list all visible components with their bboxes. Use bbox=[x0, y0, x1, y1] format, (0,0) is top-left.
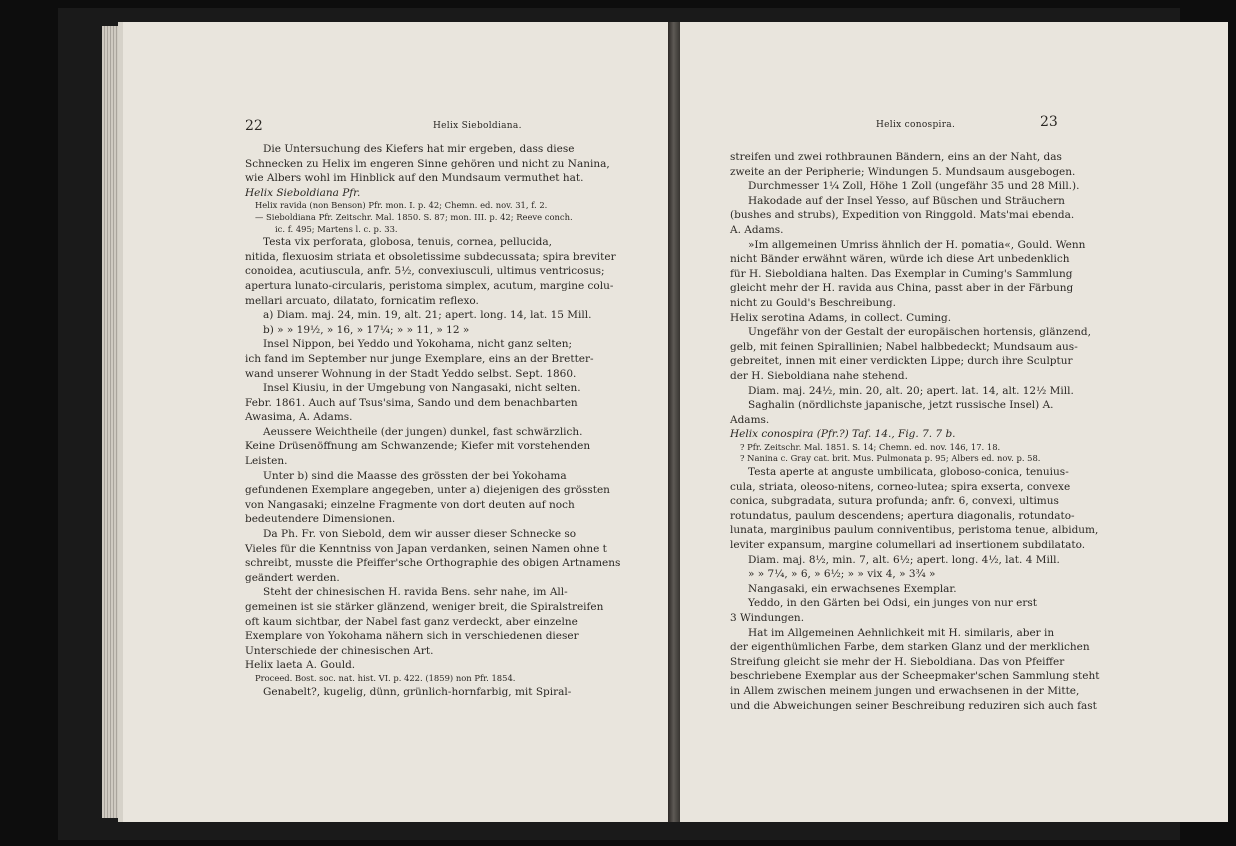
text-line: bedeutendere Dimensionen. bbox=[245, 513, 396, 526]
text-line: Vieles für die Kenntniss von Japan verdanken, seinen Namen ohne t bbox=[245, 542, 607, 555]
text-line: »Im allgemeinen Umriss ähnlich der H. pomatia«, Gould. Wenn bbox=[748, 238, 1086, 251]
text-line: Saghalin (nördlichste japanische, jetzt russische Insel) A. bbox=[748, 399, 1054, 412]
text-line: Adams. bbox=[730, 413, 770, 426]
text-line: gefundenen Exemplare angegeben, unter a) diejenigen des grössten bbox=[245, 484, 610, 497]
text-line: für H. Sieboldiana halten. Das Exemplar in Cuming's Sammlung bbox=[730, 267, 1073, 280]
text-line: der eigenthümlichen Farbe, dem starken Glanz und der merklichen bbox=[730, 641, 1090, 654]
text-line: geändert werden. bbox=[245, 571, 340, 584]
text-line: beschriebene Exemplar aus der Scheepmaker'schen Sammlung steht bbox=[730, 670, 1100, 683]
text-line: (bushes and strubs), Expedition von Ringgold. Mats'mai ebenda. bbox=[730, 209, 1075, 222]
text-line: ic. f. 495; Martens l. c. p. 33. bbox=[275, 223, 398, 234]
text-line: gleicht mehr der H. ravida aus China, passt aber in der Färbung bbox=[730, 282, 1074, 295]
text-line: Helix conospira (Pfr.?) Taf. 14., Fig. 7. 7 b. bbox=[730, 428, 956, 441]
text-line: mellari arcuato, dilatato, fornicatim reflexo. bbox=[245, 294, 479, 307]
text-line: Genabelt?, kugelig, dünn, grünlich-hornfarbig, mit Spiral- bbox=[263, 685, 572, 698]
text-line: Diam. maj. 8½, min. 7, alt. 6½; apert. long. 4½, lat. 4 Mill. bbox=[748, 553, 1060, 566]
text-line: gelb, mit feinen Spirallinien; Nabel halbbedeckt; Mundsaum aus- bbox=[730, 340, 1078, 353]
text-line: rotundatus, paulum descendens; apertura diagonalis, rotundato- bbox=[730, 509, 1075, 522]
text-line: Insel Kiusiu, in der Umgebung von Nangasaki, nicht selten. bbox=[263, 382, 581, 395]
text-line: oft kaum sichtbar, der Nabel fast ganz verdeckt, aber einzelne bbox=[245, 615, 578, 628]
text-line: Schnecken zu Helix im engeren Sinne gehören und nicht zu Nanina, bbox=[245, 157, 610, 170]
text-line: Unter b) sind die Maasse des grössten der bei Yokohama bbox=[263, 469, 567, 482]
text-line: Aeussere Weichtheile (der jungen) dunkel, fast schwärzlich. bbox=[263, 425, 583, 438]
text-line: ich fand im September nur junge Exemplare, eins an der Bretter- bbox=[245, 352, 594, 365]
text-line: Testa vix perforata, globosa, tenuis, cornea, pellucida, bbox=[263, 236, 553, 249]
right-page-number: 23 bbox=[1040, 114, 1058, 130]
left-running-head: Helix Sieboldiana. bbox=[433, 121, 522, 131]
text-line: ? Nanina c. Gray cat. brit. Mus. Pulmonata p. 95; Albers ed. nov. p. 58. bbox=[740, 453, 1041, 464]
text-line: leviter expansum, margine columellari ad insertionem subdilatato. bbox=[730, 539, 1086, 552]
text-line: schreibt, musste die Pfeiffer'sche Orthographie des obigen Artnamens bbox=[245, 557, 621, 570]
text-line: cula, striata, oleoso-nitens, corneo-lutea; spira exserta, convexe bbox=[730, 480, 1071, 493]
text-line: Diam. maj. 24½, min. 20, alt. 20; apert. lat. 14, alt. 12½ Mill. bbox=[748, 384, 1074, 397]
text-line: — Sieboldiana Pfr. Zeitschr. Mal. 1850. S. 87; mon. III. p. 42; Reeve conch. bbox=[255, 211, 573, 222]
text-line: Awasima, A. Adams. bbox=[245, 411, 353, 424]
right-page bbox=[680, 22, 1228, 822]
text-line: conoidea, acutiuscula, anfr. 5½, convexiusculi, ultimus ventricosus; bbox=[245, 265, 605, 278]
text-line: von Nangasaki; einzelne Fragmente von dort deuten auf noch bbox=[245, 498, 575, 511]
left-page-number: 22 bbox=[245, 118, 263, 134]
text-line: b) » » 19½, » 16, » 17¼; » » 11, » 12 » bbox=[263, 323, 470, 336]
text-line: Exemplare von Yokohama nähern sich in verschiedenen dieser bbox=[245, 630, 579, 643]
text-line: a) Diam. maj. 24, min. 19, alt. 21; apert. long. 14, lat. 15 Mill. bbox=[263, 309, 592, 322]
text-line: Helix laeta A. Gould. bbox=[245, 659, 356, 672]
text-line: lunata, marginibus paulum conniventibus, peristoma tenue, albidum, bbox=[730, 524, 1099, 537]
text-line: Helix ravida (non Benson) Pfr. mon. I. p. 42; Chemn. ed. nov. 31, f. 2. bbox=[255, 200, 548, 211]
text-line: Proceed. Bost. soc. nat. hist. VI. p. 422. (1859) non Pfr. 1854. bbox=[255, 672, 516, 683]
text-line: Helix serotina Adams, in collect. Cuming. bbox=[730, 311, 952, 324]
text-line: Testa aperte at anguste umbilicata, globoso-conica, tenuius- bbox=[748, 466, 1069, 479]
right-page-text bbox=[730, 150, 1100, 713]
text-line: der H. Sieboldiana nahe stehend. bbox=[730, 369, 908, 382]
text-line: Die Untersuchung des Kiefers hat mir ergeben, dass diese bbox=[263, 143, 575, 155]
text-line: Steht der chinesischen H. ravida Bens. sehr nahe, im All- bbox=[263, 586, 568, 599]
text-line: gebreitet, innen mit einer verdickten Lippe; durch ihre Sculptur bbox=[730, 355, 1073, 368]
text-line: Unterschiede der chinesischen Art. bbox=[245, 644, 434, 657]
text-line: gemeinen ist sie stärker glänzend, weniger breit, die Spiralstreifen bbox=[245, 601, 604, 613]
text-line: Hat im Allgemeinen Aehnlichkeit mit H. similaris, aber in bbox=[748, 626, 1055, 639]
text-line: Streifung gleicht sie mehr der H. Sieboldiana. Das von Pfeiffer bbox=[730, 655, 1065, 668]
text-line: Leisten. bbox=[245, 455, 288, 468]
text-line: conica, subgradata, sutura profunda; anfr. 6, convexi, ultimus bbox=[730, 495, 1059, 508]
text-line: Keine Drüsenöffnung am Schwanzende; Kiefer mit vorstehenden bbox=[245, 440, 591, 453]
text-line: und die Abweichungen seiner Beschreibung reduziren sich auch fast bbox=[730, 699, 1097, 712]
text-line: apertura lunato-circularis, peristoma simplex, acutum, margine colu- bbox=[245, 279, 614, 292]
text-line: streifen und zwei rothbraunen Bändern, eins an der Naht, das bbox=[730, 151, 1062, 163]
text-line: Helix Sieboldiana Pfr. bbox=[245, 186, 361, 199]
text-line: nicht Bänder erwähnt wären, würde ich diese Art unbedenklich bbox=[730, 253, 1070, 266]
right-running-head: Helix conospira. bbox=[876, 120, 956, 130]
text-line: Yeddo, in den Gärten bei Odsi, ein junges von nur erst bbox=[748, 597, 1037, 610]
text-line: Febr. 1861. Auch auf Tsus'sima, Sando und dem benachbarten bbox=[245, 396, 578, 409]
left-page bbox=[118, 22, 670, 822]
text-line: 3 Windungen. bbox=[730, 612, 805, 624]
text-line: Da Ph. Fr. von Siebold, dem wir ausser dieser Schnecke so bbox=[263, 528, 577, 541]
text-line: nicht zu Gould's Beschreibung. bbox=[730, 296, 896, 309]
text-line: wie Albers wohl im Hinblick auf den Mundsaum vermuthet hat. bbox=[245, 172, 584, 185]
open-book bbox=[58, 8, 1180, 840]
text-line: Nangasaki, ein erwachsenes Exemplar. bbox=[748, 582, 957, 595]
text-line: Hakodade auf der Insel Yesso, auf Büschen und Sträuchern bbox=[748, 194, 1065, 207]
text-line: Insel Nippon, bei Yeddo und Yokohama, nicht ganz selten; bbox=[263, 338, 573, 351]
text-line: A. Adams. bbox=[730, 223, 784, 236]
left-page-text bbox=[245, 142, 625, 699]
text-line: ? Pfr. Zeitschr. Mal. 1851. S. 14; Chemn. ed. nov. 146, 17. 18. bbox=[740, 441, 1001, 452]
text-line: zweite an der Peripherie; Windungen 5. Mundsaum ausgebogen. bbox=[730, 165, 1076, 178]
text-line: Ungefähr von der Gestalt der europäischen hortensis, glänzend, bbox=[748, 326, 1091, 339]
text-line: » » 7¼, » 6, » 6½; » » vix 4, » 3¾ » bbox=[748, 568, 936, 581]
text-line: in Allem zwischen meinem jungen und erwachsenen in der Mitte, bbox=[730, 684, 1080, 697]
text-line: Durchmesser 1¼ Zoll, Höhe 1 Zoll (ungefähr 35 und 28 Mill.). bbox=[748, 180, 1080, 193]
text-line: wand unserer Wohnung in der Stadt Yeddo selbst. Sept. 1860. bbox=[245, 367, 577, 380]
text-line: nitida, flexuosim striata et obsoletissime subdecussata; spira breviter bbox=[245, 250, 616, 263]
